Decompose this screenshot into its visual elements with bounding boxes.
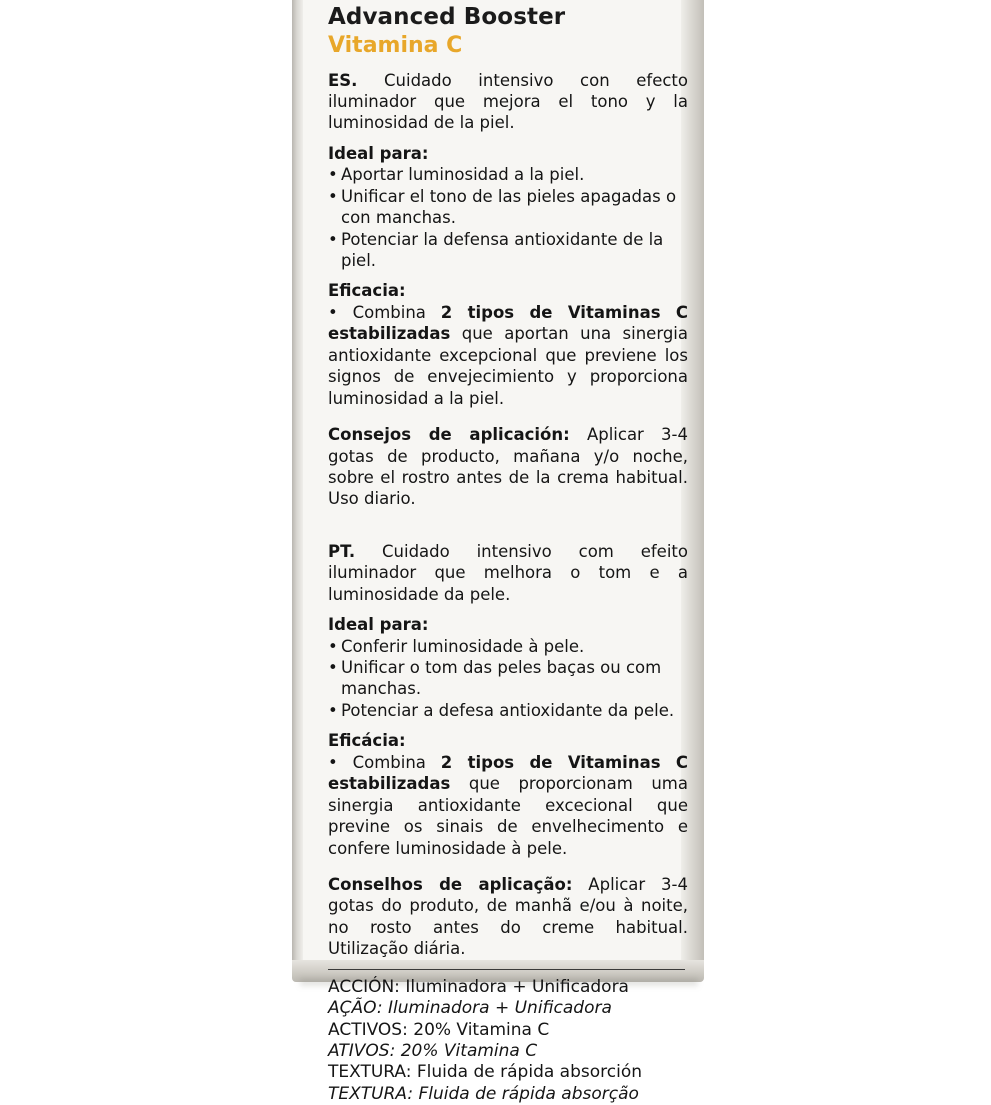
list-item: • Unificar o tom das peles baças ou com manchas. xyxy=(328,657,688,700)
spec-divider xyxy=(328,969,685,970)
es-intro-block xyxy=(328,70,688,134)
spacer-language-break xyxy=(328,519,688,541)
pt-efficacy-rest: que proporcionam uma sinergia antioxidante excecional que previne os sinais de envelhecimento e confere luminosidade à pele. xyxy=(328,774,688,858)
spec-label: ATIVOS: xyxy=(328,1040,396,1061)
package-text-panel xyxy=(328,0,688,1105)
pt-advice-text: Aplicar 3-4 gotas do produto, de manhã e/ou à noite, no rosto antes do creme habitual. Utilização diária. xyxy=(328,874,688,959)
es-ideal-list xyxy=(328,164,688,271)
spec-row-activos xyxy=(328,1020,688,1041)
spec-row-textura-pt xyxy=(328,1084,688,1105)
product-subtitle: Vitamina C xyxy=(328,33,463,59)
list-item: • Conferir luminosidade à pele. xyxy=(328,636,688,657)
spec-value: Iluminadora + Unificadora xyxy=(399,976,629,997)
es-intro-paragraph xyxy=(328,70,688,134)
spec-label: AÇÃO: xyxy=(328,998,383,1019)
pt-intro-text: Cuidado intensivo com efeito iluminador que melhora o tom e a luminosidade da pele. xyxy=(328,541,688,604)
spec-value: 20% Vitamina C xyxy=(395,1040,538,1061)
es-efficacy-heading: Eficacia: xyxy=(328,281,406,301)
pt-advice-paragraph xyxy=(328,874,688,960)
list-item: • Aportar luminosidad a la piel. xyxy=(328,164,688,185)
pt-efficacy-paragraph xyxy=(328,752,688,859)
pt-advice-block xyxy=(328,874,688,960)
pt-efficacy-heading: Eficácia: xyxy=(328,731,406,751)
spec-list xyxy=(328,977,688,1105)
spec-row-acao xyxy=(328,998,688,1019)
es-advice-text: Aplicar 3-4 gotas de producto, mañana y/o noche, sobre el rostro antes de la crema habitual. Uso diario. xyxy=(328,425,688,509)
spec-value: Iluminadora + Unificadora xyxy=(382,998,612,1019)
pt-intro-block xyxy=(328,541,688,605)
spec-value: Fluida de rápida absorción xyxy=(411,1062,643,1083)
es-efficacy-paragraph xyxy=(328,302,688,409)
pt-ideal-list xyxy=(328,636,688,722)
es-ideal-heading: Ideal para: xyxy=(328,143,429,163)
box-left-edge xyxy=(292,0,303,978)
pt-advice-heading: Conselhos de aplicação: xyxy=(328,874,573,894)
es-advice-heading: Consejos de aplicación: xyxy=(328,425,570,445)
spec-row-ativos xyxy=(328,1041,688,1062)
pt-language-label: PT. xyxy=(328,541,356,561)
es-ideal-block xyxy=(328,143,688,272)
spec-row-accion xyxy=(328,977,688,998)
pt-efficacy-prefix: • Combina xyxy=(328,752,441,772)
spec-label: ACCIÓN: xyxy=(328,976,400,997)
es-advice-block xyxy=(328,424,688,510)
spec-label: TEXTURA: xyxy=(328,1083,414,1104)
list-item: • Potenciar la defensa antioxidante de la piel. xyxy=(328,229,688,272)
es-efficacy-block xyxy=(328,280,688,409)
pt-efficacy-strong: 2 tipos de Vitaminas C estabilizadas xyxy=(328,752,688,794)
es-intro-text: Cuidado intensivo con efecto iluminador que mejora el tono y la luminosidad de la piel. xyxy=(328,70,688,133)
spec-label: TEXTURA: xyxy=(328,1062,412,1083)
es-advice-paragraph xyxy=(328,424,688,510)
es-efficacy-prefix: • Combina xyxy=(328,302,441,322)
list-item: • Potenciar a defesa antioxidante da pele. xyxy=(328,700,688,721)
pt-ideal-block xyxy=(328,614,688,721)
spec-row-textura-es xyxy=(328,1062,688,1083)
es-language-label: ES. xyxy=(328,70,358,90)
pt-efficacy-block xyxy=(328,730,688,859)
list-item: • Unificar el tono de las pieles apagadas o con manchas. xyxy=(328,186,688,229)
spec-value: 20% Vitamina C xyxy=(407,1019,550,1040)
pt-ideal-heading: Ideal para: xyxy=(328,615,429,635)
spec-label: ACTIVOS: xyxy=(328,1019,408,1040)
spec-value: Fluida de rápida absorção xyxy=(413,1083,639,1104)
es-efficacy-rest: que aportan una sinergia antioxidante excepcional que previene los signos de envejecimiento y proporciona luminosidad a la piel. xyxy=(328,324,688,408)
es-efficacy-strong: 2 tipos de Vitaminas C estabilizadas xyxy=(328,302,688,344)
product-title: Advanced Booster xyxy=(328,4,566,30)
pt-intro-paragraph xyxy=(328,541,688,605)
